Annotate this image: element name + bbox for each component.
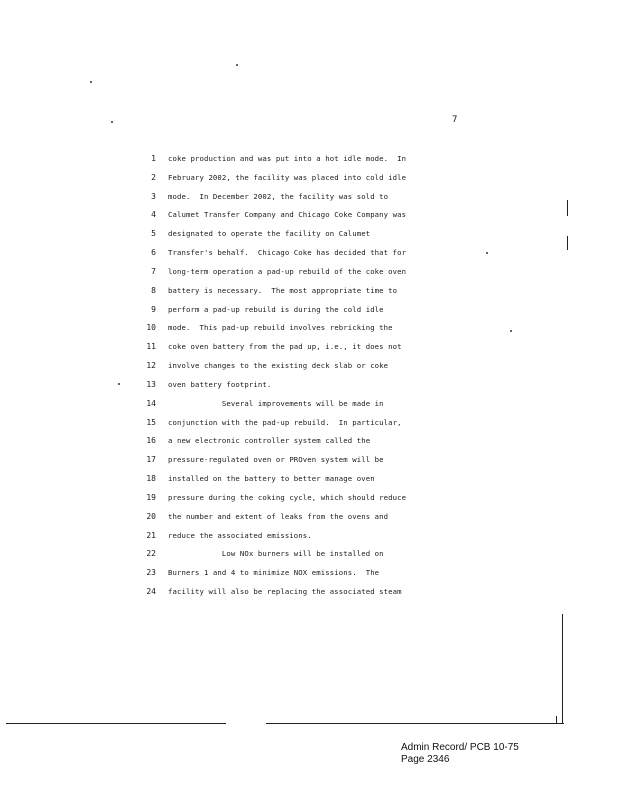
transcript-line: coke production and was put into a hot idle mode. In: [168, 154, 407, 163]
line-number: 14: [146, 398, 156, 408]
transcript-line: facility will also be replacing the associated steam: [168, 587, 402, 597]
scan-margin-mark: [567, 236, 568, 250]
line-number: 2: [151, 172, 156, 182]
line-number: 16: [146, 436, 156, 446]
scan-speck: [118, 383, 120, 385]
transcript-line: reduce the associated emissions.: [168, 530, 312, 540]
footer-page-label: Page 2346: [401, 754, 450, 765]
line-number: 15: [146, 417, 156, 427]
scan-speck: [111, 121, 113, 123]
scan-speck: [90, 81, 92, 83]
transcript-line: long-term operation a pad-up rebuild of the coke oven: [168, 266, 407, 276]
transcript-line: a new electronic controller system called the: [168, 436, 371, 446]
transcript-line: oven battery footprint.: [168, 379, 272, 389]
line-number: 9: [151, 304, 156, 314]
line-number: 17: [146, 455, 156, 465]
line-number-column: [136, 150, 156, 602]
transcript-line: pressure-regulated oven or PROven system will be: [168, 455, 384, 465]
line-number: 20: [146, 511, 156, 521]
scan-margin-mark: [567, 200, 568, 216]
line-number: 1: [151, 154, 156, 163]
admin-record-footer: [401, 742, 519, 766]
line-number: 7: [151, 266, 156, 276]
line-number: 4: [151, 210, 156, 220]
page-number: 7: [452, 115, 458, 125]
line-number: 24: [146, 587, 156, 597]
line-number: 6: [151, 248, 156, 258]
transcript-line: perform a pad-up rebuild is during the cold idle: [168, 304, 384, 314]
line-number: 3: [151, 191, 156, 201]
transcript-line: Transfer's behalf. Chicago Coke has decided that for: [168, 248, 407, 258]
transcript-line: involve changes to the existing deck slab or coke: [168, 361, 389, 371]
scan-bottom-rule-dash: [226, 723, 266, 724]
line-number: 11: [146, 342, 156, 352]
transcript-line: conjunction with the pad-up rebuild. In particular,: [168, 417, 402, 427]
scan-speck: [510, 330, 512, 332]
transcript-line: Calumet Transfer Company and Chicago Coke Company was: [168, 210, 407, 220]
transcript-line: pressure during the coking cycle, which should reduce: [168, 492, 407, 502]
scan-bottom-rule: [6, 723, 564, 724]
transcript-line: designated to operate the facility on Calumet: [168, 229, 371, 239]
transcript-line: installed on the battery to better manage oven: [168, 474, 375, 484]
line-number: 19: [146, 492, 156, 502]
line-number: 10: [146, 323, 156, 333]
transcript-line: the number and extent of leaks from the ovens and: [168, 511, 389, 521]
line-number: 13: [146, 379, 156, 389]
line-number: 21: [146, 530, 156, 540]
transcript-line: February 2002, the facility was placed into cold idle: [168, 172, 407, 182]
transcript-line: Several improvements will be made in: [168, 398, 384, 408]
transcript-line: mode. In December 2002, the facility was sold to: [168, 191, 389, 201]
scan-speck: [236, 64, 238, 66]
line-number: 18: [146, 474, 156, 484]
line-number: 8: [151, 285, 156, 295]
footer-record-label: Admin Record/ PCB 10-75: [401, 742, 519, 753]
transcript-line: battery is necessary. The most appropriate time to: [168, 285, 398, 295]
scan-speck: [486, 252, 488, 254]
line-number: 5: [151, 229, 156, 239]
transcript-line: mode. This pad-up rebuild involves rebricking the: [168, 323, 393, 333]
line-number: 12: [146, 361, 156, 371]
transcript-line: Low NOx burners will be installed on: [168, 549, 384, 559]
transcript-line: coke oven battery from the pad up, i.e., it does not: [168, 342, 402, 352]
transcript-text: [168, 150, 438, 602]
line-number: 22: [146, 549, 156, 559]
line-number: 23: [146, 568, 156, 578]
transcript-line: Burners 1 and 4 to minimize NOX emissions. The: [168, 568, 380, 578]
scan-margin-mark: [562, 614, 563, 724]
